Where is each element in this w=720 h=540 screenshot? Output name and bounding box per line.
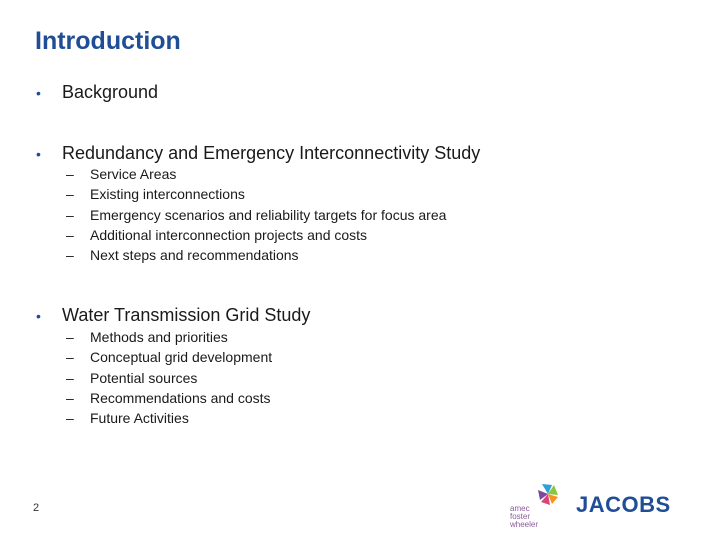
list-item: – Conceptual grid development	[66, 349, 273, 366]
list-item: – Potential sources	[66, 369, 198, 386]
section-redundancy	[36, 142, 480, 165]
amec-foster-wheeler-text: amec foster wheeler	[510, 504, 539, 529]
bullet-icon: •	[36, 146, 41, 162]
redundancy-sublist	[66, 164, 446, 265]
jacobs-logo: JACOBS	[576, 492, 671, 517]
list-item: – Additional interconnection projects and costs	[66, 226, 368, 243]
list-item: – Emergency scenarios and reliability targets for focus area	[66, 206, 447, 223]
list-item: – Next steps and recommendations	[66, 247, 299, 264]
section-background	[36, 81, 158, 104]
section-label: Water Transmission Grid Study	[62, 305, 311, 325]
list-item: – Recommendations and costs	[66, 389, 271, 406]
list-item: – Service Areas	[66, 166, 177, 182]
bullet-icon: •	[36, 308, 41, 324]
bullet-icon: •	[36, 85, 41, 101]
section-label: Background	[62, 82, 159, 102]
page-number: 2	[33, 502, 40, 514]
grid-study-sublist	[66, 327, 272, 428]
list-item: – Future Activities	[66, 410, 189, 427]
section-grid-study	[36, 304, 310, 327]
section-label: Redundancy and Emergency Interconnectivity Study	[62, 143, 481, 163]
list-item: – Methods and priorities	[66, 329, 228, 345]
list-item: – Existing interconnections	[66, 186, 245, 203]
slide-title: Introduction	[35, 27, 181, 55]
